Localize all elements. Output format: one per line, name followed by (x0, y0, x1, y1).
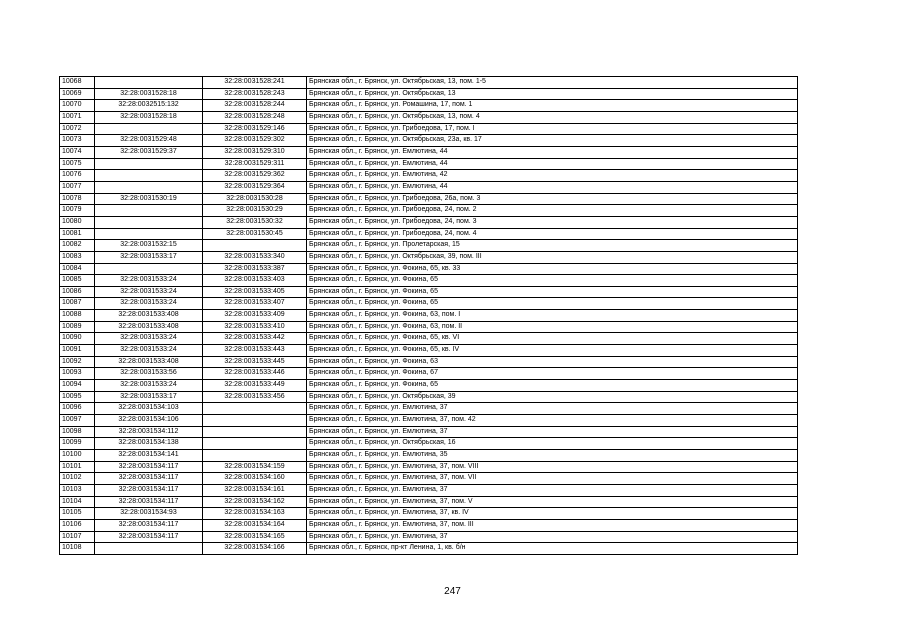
table-row (60, 333, 798, 345)
row-number-cell: 10073 (60, 135, 95, 147)
row-number-cell: 10076 (60, 170, 95, 182)
table-row (60, 461, 798, 473)
cadastral-number-cell: 32:28:0031530:19 (95, 193, 203, 205)
object-cadastral-number-cell: 32:28:0031530:28 (203, 193, 307, 205)
row-number-cell: 10092 (60, 356, 95, 368)
object-cadastral-number-cell: 32:28:0031534:166 (203, 543, 307, 555)
registry-table-body (60, 77, 798, 555)
object-cadastral-number-cell: 32:28:0031529:310 (203, 146, 307, 158)
cadastral-number-cell: 32:28:0031534:117 (95, 484, 203, 496)
object-cadastral-number-cell: 32:28:0031533:410 (203, 321, 307, 333)
object-cadastral-number-cell: 32:28:0031534:160 (203, 473, 307, 485)
table-row (60, 484, 798, 496)
address-cell: Брянская обл., г. Брянск, ул. Грибоедова, 24, пом. 4 (307, 228, 798, 240)
cadastral-number-cell: 32:28:0031534:117 (95, 519, 203, 531)
address-cell: Брянская обл., г. Брянск, ул. Емлютина, 42 (307, 170, 798, 182)
object-cadastral-number-cell: 32:28:0031530:29 (203, 205, 307, 217)
address-cell: Брянская обл., г. Брянск, ул. Емлютина, 44 (307, 181, 798, 193)
row-number-cell: 10091 (60, 345, 95, 357)
address-cell: Брянская обл., г. Брянск, ул. Октябрьская, 13, пом. 4 (307, 111, 798, 123)
row-number-cell: 10074 (60, 146, 95, 158)
address-cell: Брянская обл., г. Брянск, ул. Октябрьская, 13 (307, 88, 798, 100)
cadastral-number-cell (95, 263, 203, 275)
row-number-cell: 10084 (60, 263, 95, 275)
table-row (60, 158, 798, 170)
cadastral-number-cell (95, 181, 203, 193)
address-cell: Брянская обл., г. Брянск, ул. Октябрьская, 39, пом. III (307, 251, 798, 263)
row-number-cell: 10106 (60, 519, 95, 531)
cadastral-number-cell (95, 77, 203, 89)
table-row (60, 135, 798, 147)
table-row (60, 543, 798, 555)
table-row (60, 368, 798, 380)
row-number-cell: 10069 (60, 88, 95, 100)
object-cadastral-number-cell: 32:28:0031533:340 (203, 251, 307, 263)
row-number-cell: 10104 (60, 496, 95, 508)
object-cadastral-number-cell: 32:28:0031534:162 (203, 496, 307, 508)
table-row (60, 286, 798, 298)
row-number-cell: 10107 (60, 531, 95, 543)
address-cell: Брянская обл., г. Брянск, ул. Фокина, 65 (307, 275, 798, 287)
object-cadastral-number-cell: 32:28:0031528:241 (203, 77, 307, 89)
table-row (60, 450, 798, 462)
address-cell: Брянская обл., г. Брянск, ул. Емлютина, 37, пом. III (307, 519, 798, 531)
cadastral-number-cell: 32:28:0031534:117 (95, 531, 203, 543)
object-cadastral-number-cell (203, 415, 307, 427)
cadastral-number-cell: 32:28:0031533:408 (95, 310, 203, 322)
object-cadastral-number-cell: 32:28:0031528:244 (203, 100, 307, 112)
row-number-cell: 10096 (60, 403, 95, 415)
address-cell: Брянская обл., г. Брянск, ул. Емлютина, 44 (307, 158, 798, 170)
object-cadastral-number-cell: 32:28:0031533:442 (203, 333, 307, 345)
address-cell: Брянская обл., г. Брянск, ул. Фокина, 65, кв. 33 (307, 263, 798, 275)
cadastral-number-cell (95, 158, 203, 170)
table-row (60, 251, 798, 263)
cadastral-number-cell: 32:28:0031534:117 (95, 473, 203, 485)
cadastral-number-cell: 32:28:0031533:408 (95, 356, 203, 368)
address-cell: Брянская обл., г. Брянск, ул. Фокина, 65 (307, 286, 798, 298)
table-row (60, 298, 798, 310)
object-cadastral-number-cell (203, 403, 307, 415)
address-cell: Брянская обл., г. Брянск, ул. Октябрьская, 13, пом. 1-5 (307, 77, 798, 89)
address-cell: Брянская обл., г. Брянск, ул. Емлютина, 35 (307, 450, 798, 462)
row-number-cell: 10101 (60, 461, 95, 473)
cadastral-number-cell: 32:28:0031533:24 (95, 275, 203, 287)
cadastral-number-cell: 32:28:0031529:37 (95, 146, 203, 158)
table-row (60, 403, 798, 415)
cadastral-number-cell (95, 123, 203, 135)
object-cadastral-number-cell: 32:28:0031530:32 (203, 216, 307, 228)
row-number-cell: 10087 (60, 298, 95, 310)
object-cadastral-number-cell (203, 426, 307, 438)
table-row (60, 508, 798, 520)
table-row (60, 496, 798, 508)
row-number-cell: 10108 (60, 543, 95, 555)
object-cadastral-number-cell: 32:28:0031529:362 (203, 170, 307, 182)
address-cell: Брянская обл., г. Брянск, ул. Емлютина, 44 (307, 146, 798, 158)
row-number-cell: 10098 (60, 426, 95, 438)
cadastral-number-cell: 32:28:0031534:106 (95, 415, 203, 427)
address-cell: Брянская обл., г. Брянск, ул. Октябрьская, 23а, кв. 17 (307, 135, 798, 147)
table-row (60, 205, 798, 217)
table-row (60, 473, 798, 485)
object-cadastral-number-cell: 32:28:0031530:45 (203, 228, 307, 240)
cadastral-number-cell: 32:28:0031534:138 (95, 438, 203, 450)
row-number-cell: 10082 (60, 240, 95, 252)
object-cadastral-number-cell: 32:28:0031533:456 (203, 391, 307, 403)
cadastral-number-cell: 32:28:0031534:117 (95, 496, 203, 508)
row-number-cell: 10068 (60, 77, 95, 89)
object-cadastral-number-cell: 32:28:0031528:248 (203, 111, 307, 123)
cadastral-number-cell: 32:28:0031533:24 (95, 286, 203, 298)
table-row (60, 356, 798, 368)
object-cadastral-number-cell: 32:28:0031533:449 (203, 380, 307, 392)
table-row (60, 519, 798, 531)
address-cell: Брянская обл., г. Брянск, ул. Емлютина, 37 (307, 403, 798, 415)
object-cadastral-number-cell: 32:28:0031533:405 (203, 286, 307, 298)
table-row (60, 345, 798, 357)
address-cell: Брянская обл., г. Брянск, ул. Пролетарская, 15 (307, 240, 798, 252)
row-number-cell: 10086 (60, 286, 95, 298)
object-cadastral-number-cell: 32:28:0031533:407 (203, 298, 307, 310)
row-number-cell: 10088 (60, 310, 95, 322)
row-number-cell: 10099 (60, 438, 95, 450)
cadastral-number-cell (95, 205, 203, 217)
object-cadastral-number-cell: 32:28:0031528:243 (203, 88, 307, 100)
object-cadastral-number-cell: 32:28:0031534:164 (203, 519, 307, 531)
row-number-cell: 10093 (60, 368, 95, 380)
row-number-cell: 10103 (60, 484, 95, 496)
address-cell: Брянская обл., г. Брянск, ул. Фокина, 65, кв. VI (307, 333, 798, 345)
address-cell: Брянская обл., г. Брянск, ул. Емлютина, 37 (307, 426, 798, 438)
table-row (60, 146, 798, 158)
table-row (60, 263, 798, 275)
object-cadastral-number-cell: 32:28:0031533:445 (203, 356, 307, 368)
row-number-cell: 10077 (60, 181, 95, 193)
address-cell: Брянская обл., г. Брянск, ул. Фокина, 65 (307, 380, 798, 392)
table-row (60, 321, 798, 333)
address-cell: Брянская обл., г. Брянск, ул. Грибоедова, 26а, пом. 3 (307, 193, 798, 205)
cadastral-number-cell: 32:28:0031534:141 (95, 450, 203, 462)
cadastral-number-cell (95, 543, 203, 555)
address-cell: Брянская обл., г. Брянск, ул. Емлютина, 37, пом. 42 (307, 415, 798, 427)
table-row (60, 531, 798, 543)
address-cell: Брянская обл., г. Брянск, ул. Октябрьская, 16 (307, 438, 798, 450)
object-cadastral-number-cell: 32:28:0031529:146 (203, 123, 307, 135)
table-row (60, 415, 798, 427)
cadastral-number-cell: 32:28:0031532:15 (95, 240, 203, 252)
cadastral-number-cell: 32:28:0031534:112 (95, 426, 203, 438)
table-row (60, 216, 798, 228)
row-number-cell: 10075 (60, 158, 95, 170)
table-row (60, 170, 798, 182)
object-cadastral-number-cell: 32:28:0031533:446 (203, 368, 307, 380)
row-number-cell: 10102 (60, 473, 95, 485)
cadastral-number-cell (95, 228, 203, 240)
address-cell: Брянская обл., г. Брянск, ул. Ромашина, 17, пом. 1 (307, 100, 798, 112)
object-cadastral-number-cell (203, 438, 307, 450)
row-number-cell: 10095 (60, 391, 95, 403)
row-number-cell: 10081 (60, 228, 95, 240)
object-cadastral-number-cell: 32:28:0031533:387 (203, 263, 307, 275)
object-cadastral-number-cell (203, 240, 307, 252)
address-cell: Брянская обл., г. Брянск, ул. Фокина, 63, пом. I (307, 310, 798, 322)
cadastral-number-cell: 32:28:0031533:17 (95, 251, 203, 263)
row-number-cell: 10105 (60, 508, 95, 520)
row-number-cell: 10080 (60, 216, 95, 228)
table-row (60, 380, 798, 392)
cadastral-number-cell: 32:28:0031533:24 (95, 298, 203, 310)
cadastral-number-cell: 32:28:0031533:17 (95, 391, 203, 403)
table-row (60, 193, 798, 205)
cadastral-number-cell: 32:28:0031533:24 (95, 380, 203, 392)
property-registry-table (59, 76, 798, 555)
row-number-cell: 10079 (60, 205, 95, 217)
table-row (60, 228, 798, 240)
address-cell: Брянская обл., г. Брянск, ул. Емлютина, 37, пом. V (307, 496, 798, 508)
address-cell: Брянская обл., г. Брянск, ул. Фокина, 65 (307, 298, 798, 310)
row-number-cell: 10071 (60, 111, 95, 123)
address-cell: Брянская обл., г. Брянск, ул. Емлютина, 37 (307, 484, 798, 496)
cadastral-number-cell: 32:28:0031533:56 (95, 368, 203, 380)
address-cell: Брянская обл., г. Брянск, ул. Фокина, 63 (307, 356, 798, 368)
address-cell: Брянская обл., г. Брянск, пр-кт Ленина, 1, кв. б/н (307, 543, 798, 555)
row-number-cell: 10097 (60, 415, 95, 427)
table-row (60, 240, 798, 252)
address-cell: Брянская обл., г. Брянск, ул. Грибоедова, 17, пом. I (307, 123, 798, 135)
cadastral-number-cell: 32:28:0031528:18 (95, 111, 203, 123)
address-cell: Брянская обл., г. Брянск, ул. Грибоедова, 24, пом. 3 (307, 216, 798, 228)
address-cell: Брянская обл., г. Брянск, ул. Грибоедова, 24, пом. 2 (307, 205, 798, 217)
object-cadastral-number-cell: 32:28:0031529:311 (203, 158, 307, 170)
row-number-cell: 10085 (60, 275, 95, 287)
cadastral-number-cell: 32:28:0031529:48 (95, 135, 203, 147)
address-cell: Брянская обл., г. Брянск, ул. Фокина, 67 (307, 368, 798, 380)
cadastral-number-cell: 32:28:0031534:93 (95, 508, 203, 520)
address-cell: Брянская обл., г. Брянск, ул. Фокина, 63, пом. II (307, 321, 798, 333)
address-cell: Брянская обл., г. Брянск, ул. Емлютина, 37, пом. VII (307, 473, 798, 485)
cadastral-number-cell: 32:28:0031533:24 (95, 333, 203, 345)
object-cadastral-number-cell: 32:28:0031529:364 (203, 181, 307, 193)
table-row (60, 123, 798, 135)
object-cadastral-number-cell: 32:28:0031533:409 (203, 310, 307, 322)
cadastral-number-cell (95, 170, 203, 182)
object-cadastral-number-cell: 32:28:0031534:163 (203, 508, 307, 520)
table-row (60, 100, 798, 112)
table-row (60, 88, 798, 100)
address-cell: Брянская обл., г. Брянск, ул. Емлютина, 37, пом. VIII (307, 461, 798, 473)
cadastral-number-cell: 32:28:0031534:103 (95, 403, 203, 415)
cadastral-number-cell: 32:28:0031528:18 (95, 88, 203, 100)
cadastral-number-cell (95, 216, 203, 228)
cadastral-number-cell: 32:28:0031533:408 (95, 321, 203, 333)
object-cadastral-number-cell: 32:28:0031534:159 (203, 461, 307, 473)
row-number-cell: 10090 (60, 333, 95, 345)
object-cadastral-number-cell: 32:28:0031533:403 (203, 275, 307, 287)
table-row (60, 111, 798, 123)
table-row (60, 391, 798, 403)
table-row (60, 275, 798, 287)
table-row (60, 77, 798, 89)
row-number-cell: 10072 (60, 123, 95, 135)
table-row (60, 426, 798, 438)
address-cell: Брянская обл., г. Брянск, ул. Октябрьская, 39 (307, 391, 798, 403)
page-number: 247 (444, 586, 461, 597)
object-cadastral-number-cell: 32:28:0031534:165 (203, 531, 307, 543)
address-cell: Брянская обл., г. Брянск, ул. Емлютина, 37 (307, 531, 798, 543)
object-cadastral-number-cell: 32:28:0031534:161 (203, 484, 307, 496)
table-row (60, 310, 798, 322)
address-cell: Брянская обл., г. Брянск, ул. Фокина, 65, кв. IV (307, 345, 798, 357)
cadastral-number-cell: 32:28:0031533:24 (95, 345, 203, 357)
row-number-cell: 10094 (60, 380, 95, 392)
row-number-cell: 10078 (60, 193, 95, 205)
row-number-cell: 10070 (60, 100, 95, 112)
object-cadastral-number-cell (203, 450, 307, 462)
table-row (60, 438, 798, 450)
cadastral-number-cell: 32:28:0032515:132 (95, 100, 203, 112)
address-cell: Брянская обл., г. Брянск, ул. Емлютина, 37, кв. IV (307, 508, 798, 520)
cadastral-number-cell: 32:28:0031534:117 (95, 461, 203, 473)
object-cadastral-number-cell: 32:28:0031533:443 (203, 345, 307, 357)
row-number-cell: 10100 (60, 450, 95, 462)
row-number-cell: 10083 (60, 251, 95, 263)
table-row (60, 181, 798, 193)
object-cadastral-number-cell: 32:28:0031529:302 (203, 135, 307, 147)
row-number-cell: 10089 (60, 321, 95, 333)
